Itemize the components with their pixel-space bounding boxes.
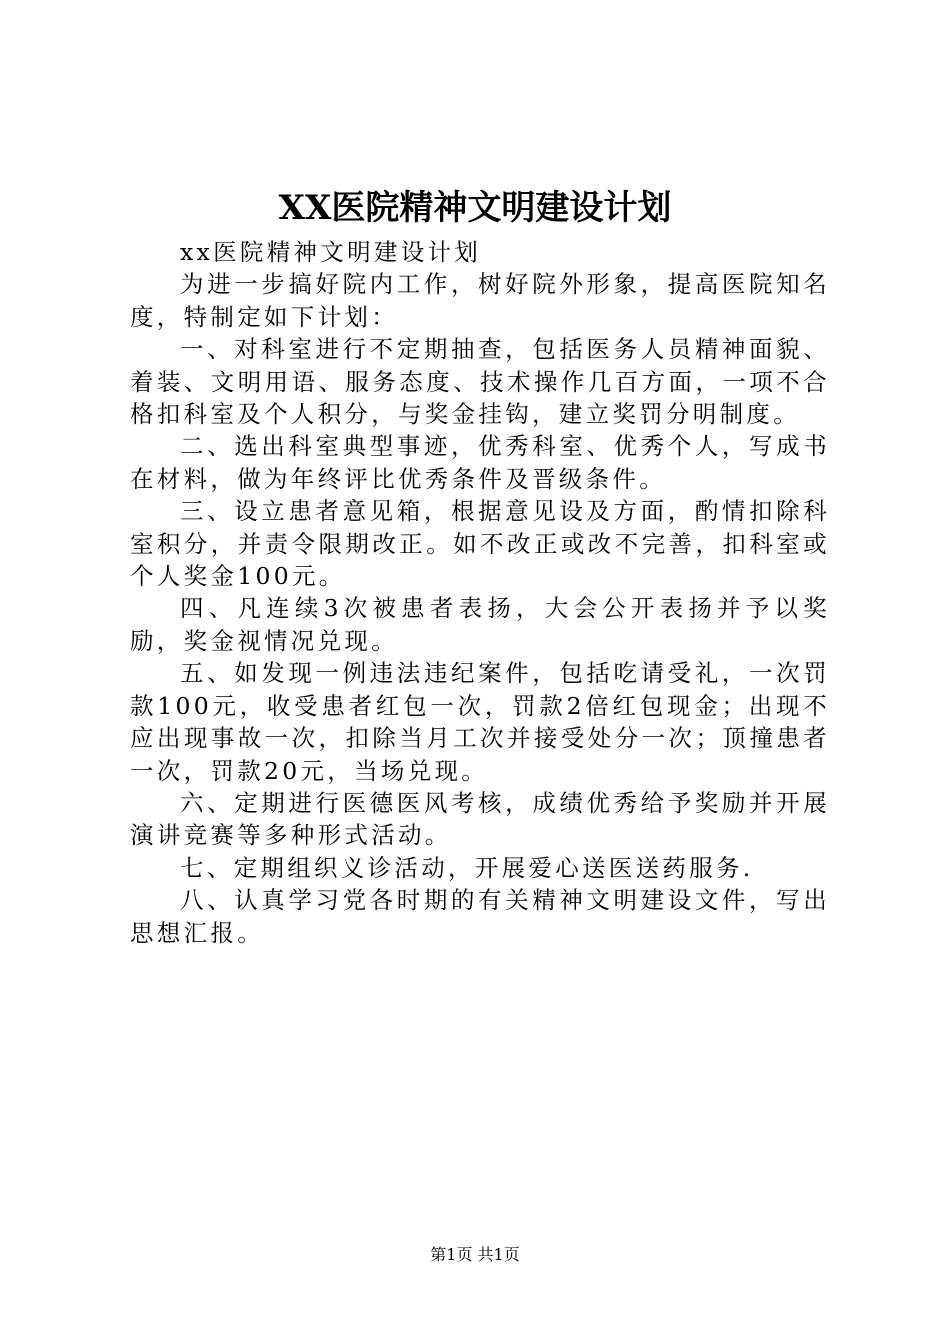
paragraph-item-5: 五、如发现一例违法违纪案件，包括吃请受礼，一次罚款100元，收受患者红包一次，罚款2倍红包现金；出现不应出现事故一次，扣除当月工次并接受处分一次；顶撞患者一次，罚款20元，当场兑现。 [130,659,830,785]
document-title: XX医院精神文明建设计划 [278,188,672,228]
paragraph-intro: 为进一步搞好院内工作，树好院外形象，提高医院知名度，特制定如下计划： [130,270,830,331]
page-footer: 第1页 共1页 [430,1245,520,1264]
paragraph-item-6: 六、定期进行医德医风考核，成绩优秀给予奖励并开展演讲竞赛等多种形式活动。 [130,788,830,850]
paragraph-item-2: 二、选出科室典型事迹，优秀科室、优秀个人，写成书在材料，做为年终评比优秀条件及晋级条件。 [130,432,830,493]
paragraph-item-4: 四、凡连续3次被患者表扬，大会公开表扬并予以奖励，奖金视情况兑现。 [130,594,830,655]
paragraph-item-1: 一、对科室进行不定期抽查，包括医务人员精神面貌、着装、文明用语、服务态度、技术操作几百方面，一项不合格扣科室及个人积分，与奖金挂钩，建立奖罚分明制度。 [130,335,830,429]
document-body [130,236,830,949]
paragraph-item-7: 七、定期组织义诊活动，开展爱心送医送药服务. [180,853,754,882]
paragraph-item-8: 八、认真学习党各时期的有关精神文明建设文件，写出思想汇报。 [130,886,830,947]
paragraph-subtitle: xx医院精神文明建设计划 [180,238,482,266]
paragraph-item-3: 三、设立患者意见箱，根据意见设及方面，酌情扣除科室积分，并责令限期改正。如不改正或改不完善，扣科室或个人奖金100元。 [130,497,830,591]
